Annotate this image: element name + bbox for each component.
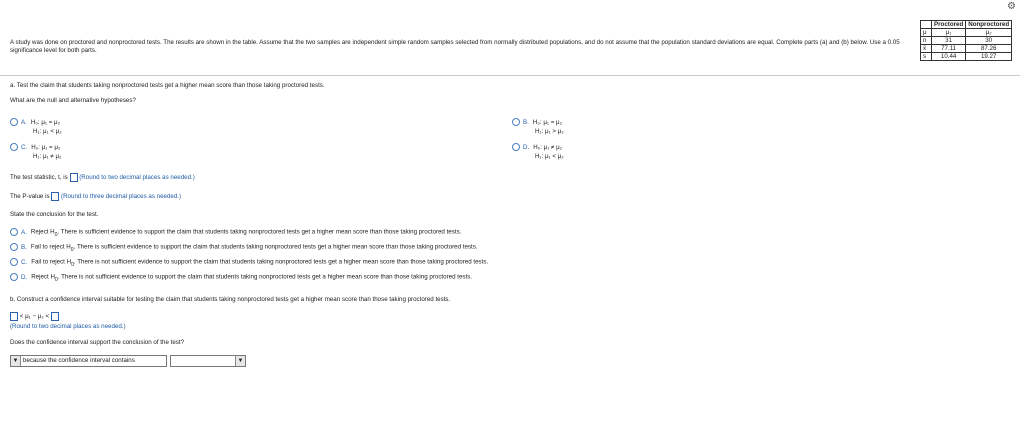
ci-hint: (Round to two decimal places as needed.): [10, 323, 126, 330]
part-b-prompt: b. Construct a confidence interval suitable for testing the claim that students taking nonproctored tests get a higher mean score than those taking proctored tests.: [10, 296, 451, 303]
data-table: [920, 20, 1012, 61]
option-letter: D.: [21, 273, 28, 281]
table-row: [921, 45, 1012, 53]
radio-button[interactable]: [10, 118, 18, 126]
hypotheses-question: What are the null and alternative hypotheses?: [10, 97, 136, 104]
table-cell: 87.26: [966, 45, 1012, 53]
option-letter: B.: [523, 119, 529, 126]
intro-text: A study was done on proctored and nonproctored tests. The results are shown in the table. Assume that the two samples are independent simple random samples selected from normally distributed populations, and do not assume that the population standard deviations are equal. Complete parts (a) and (b) below. Use a 0.05 significance level for both parts.: [10, 39, 900, 54]
because-text: because the confidence interval contains: [23, 357, 135, 364]
contains-dropdown[interactable]: [170, 355, 246, 367]
radio-button[interactable]: [512, 143, 520, 151]
test-statistic-input[interactable]: [70, 173, 78, 182]
pvalue-hint: (Round to three decimal places as needed.): [61, 193, 182, 201]
option-letter: B.: [21, 243, 27, 251]
conclusion-text: . There is not sufficient evidence to support the claim that students taking nonproctored tests get a higher mean score than those taking proctored tests.: [73, 258, 489, 266]
radio-button[interactable]: [512, 118, 520, 126]
divider: [0, 75, 1020, 76]
test-statistic-hint: (Round to two decimal places as needed.): [79, 174, 195, 182]
conclusion-decision: Fail to reject H: [30, 243, 71, 251]
conclusion-option-b[interactable]: [10, 243, 478, 253]
test-statistic-row: [10, 173, 195, 182]
conclusion-text: . There is sufficient evidence to support the claim that students taking nonproctored tests get a higher mean score than those taking proctored tests.: [73, 243, 478, 251]
table-cell: 19.27: [966, 53, 1012, 61]
alt-hypothesis: H₁: μ₁ > μ₂: [535, 128, 564, 135]
test-statistic-label: The test statistic, t, is: [10, 174, 68, 182]
option-letter: A.: [21, 228, 27, 236]
conclusion-option-c[interactable]: [10, 258, 488, 268]
null-hypothesis: H₀: μ₁ = μ₂: [31, 144, 61, 151]
radio-button[interactable]: [10, 258, 18, 266]
option-letter: C.: [21, 144, 28, 151]
part-a-prompt: a. Test the claim that students taking nonproctored tests get a higher mean score than those taking proctored tests.: [10, 82, 325, 89]
option-letter: D.: [523, 144, 530, 151]
subscript: 0: [54, 231, 58, 238]
ci-middle-text: < μ₁ − μ₂ <: [19, 313, 50, 321]
conclusion-decision: Fail to reject H: [31, 258, 72, 266]
gear-icon[interactable]: ⚙: [1007, 1, 1016, 12]
table-cell: n: [921, 37, 932, 45]
chevron-down-icon: ▼: [235, 356, 245, 366]
table-cell: 31: [932, 37, 966, 45]
pvalue-input[interactable]: [51, 192, 59, 201]
radio-button[interactable]: [10, 143, 18, 151]
option-letter: C.: [21, 258, 28, 266]
support-dropdown[interactable]: [10, 355, 167, 367]
subscript: 0: [71, 261, 74, 268]
hypothesis-option-b[interactable]: [512, 118, 564, 136]
null-hypothesis: H₀: μ₁ ≠ μ₂: [533, 144, 563, 151]
table-header-cell: [921, 21, 932, 29]
table-cell: 30: [966, 37, 1012, 45]
null-hypothesis: H₀: μ₁ = μ₂: [532, 119, 563, 126]
table-row: [921, 37, 1012, 45]
ci-upper-input[interactable]: [51, 312, 59, 321]
radio-button[interactable]: [10, 228, 18, 236]
conclusion-text: . There is not sufficient evidence to support the claim that students taking nonproctored tests get a higher mean score than those taking proctored tests.: [57, 273, 473, 281]
conclusion-option-d[interactable]: [10, 273, 472, 283]
hypothesis-option-c[interactable]: [10, 143, 61, 161]
subscript: 0: [54, 276, 58, 283]
pvalue-row: [10, 192, 181, 201]
conclusion-option-a[interactable]: [10, 228, 461, 238]
option-letter: A.: [21, 119, 27, 126]
ci-lower-input[interactable]: [10, 312, 18, 321]
null-hypothesis: H₀: μ₁ = μ₂: [30, 119, 61, 126]
hypothesis-option-d[interactable]: [512, 143, 564, 161]
alt-hypothesis: H₁: μ₁ < μ₂: [535, 153, 564, 160]
table-cell: μ₂: [966, 29, 1012, 37]
radio-button[interactable]: [10, 273, 18, 281]
table-cell: 10.44: [932, 53, 966, 61]
table-cell: s: [921, 53, 932, 61]
hypothesis-option-a[interactable]: [10, 118, 62, 136]
conclusion-decision: Reject H: [31, 273, 55, 281]
conclusion-prompt: State the conclusion for the test.: [10, 211, 99, 218]
alt-hypothesis: H₁: μ₁ < μ₂: [33, 128, 62, 135]
table-header-cell: Proctored: [932, 21, 966, 29]
conclusion-text: . There is sufficient evidence to support the claim that students taking nonproctored tests get a higher mean score than those taking proctored tests.: [57, 228, 462, 236]
table-row: [921, 29, 1012, 37]
table-cell: x̄: [921, 45, 932, 53]
confidence-interval-row: [10, 312, 59, 321]
table-cell: 77.11: [932, 45, 966, 53]
chevron-down-icon: ▼: [11, 356, 21, 366]
support-question: Does the confidence interval support the conclusion of the test?: [10, 339, 185, 346]
table-cell: μ₁: [932, 29, 966, 37]
radio-button[interactable]: [10, 243, 18, 251]
table-header-row: [921, 21, 1012, 29]
conclusion-decision: Reject H: [30, 228, 55, 236]
alt-hypothesis: H₁: μ₁ ≠ μ₂: [33, 153, 62, 160]
pvalue-label: The P-value is: [10, 193, 50, 201]
subscript: 0: [70, 246, 74, 253]
table-row: [921, 53, 1012, 61]
table-cell: μ: [921, 29, 932, 37]
table-header-cell: Nonproctored: [966, 21, 1012, 29]
